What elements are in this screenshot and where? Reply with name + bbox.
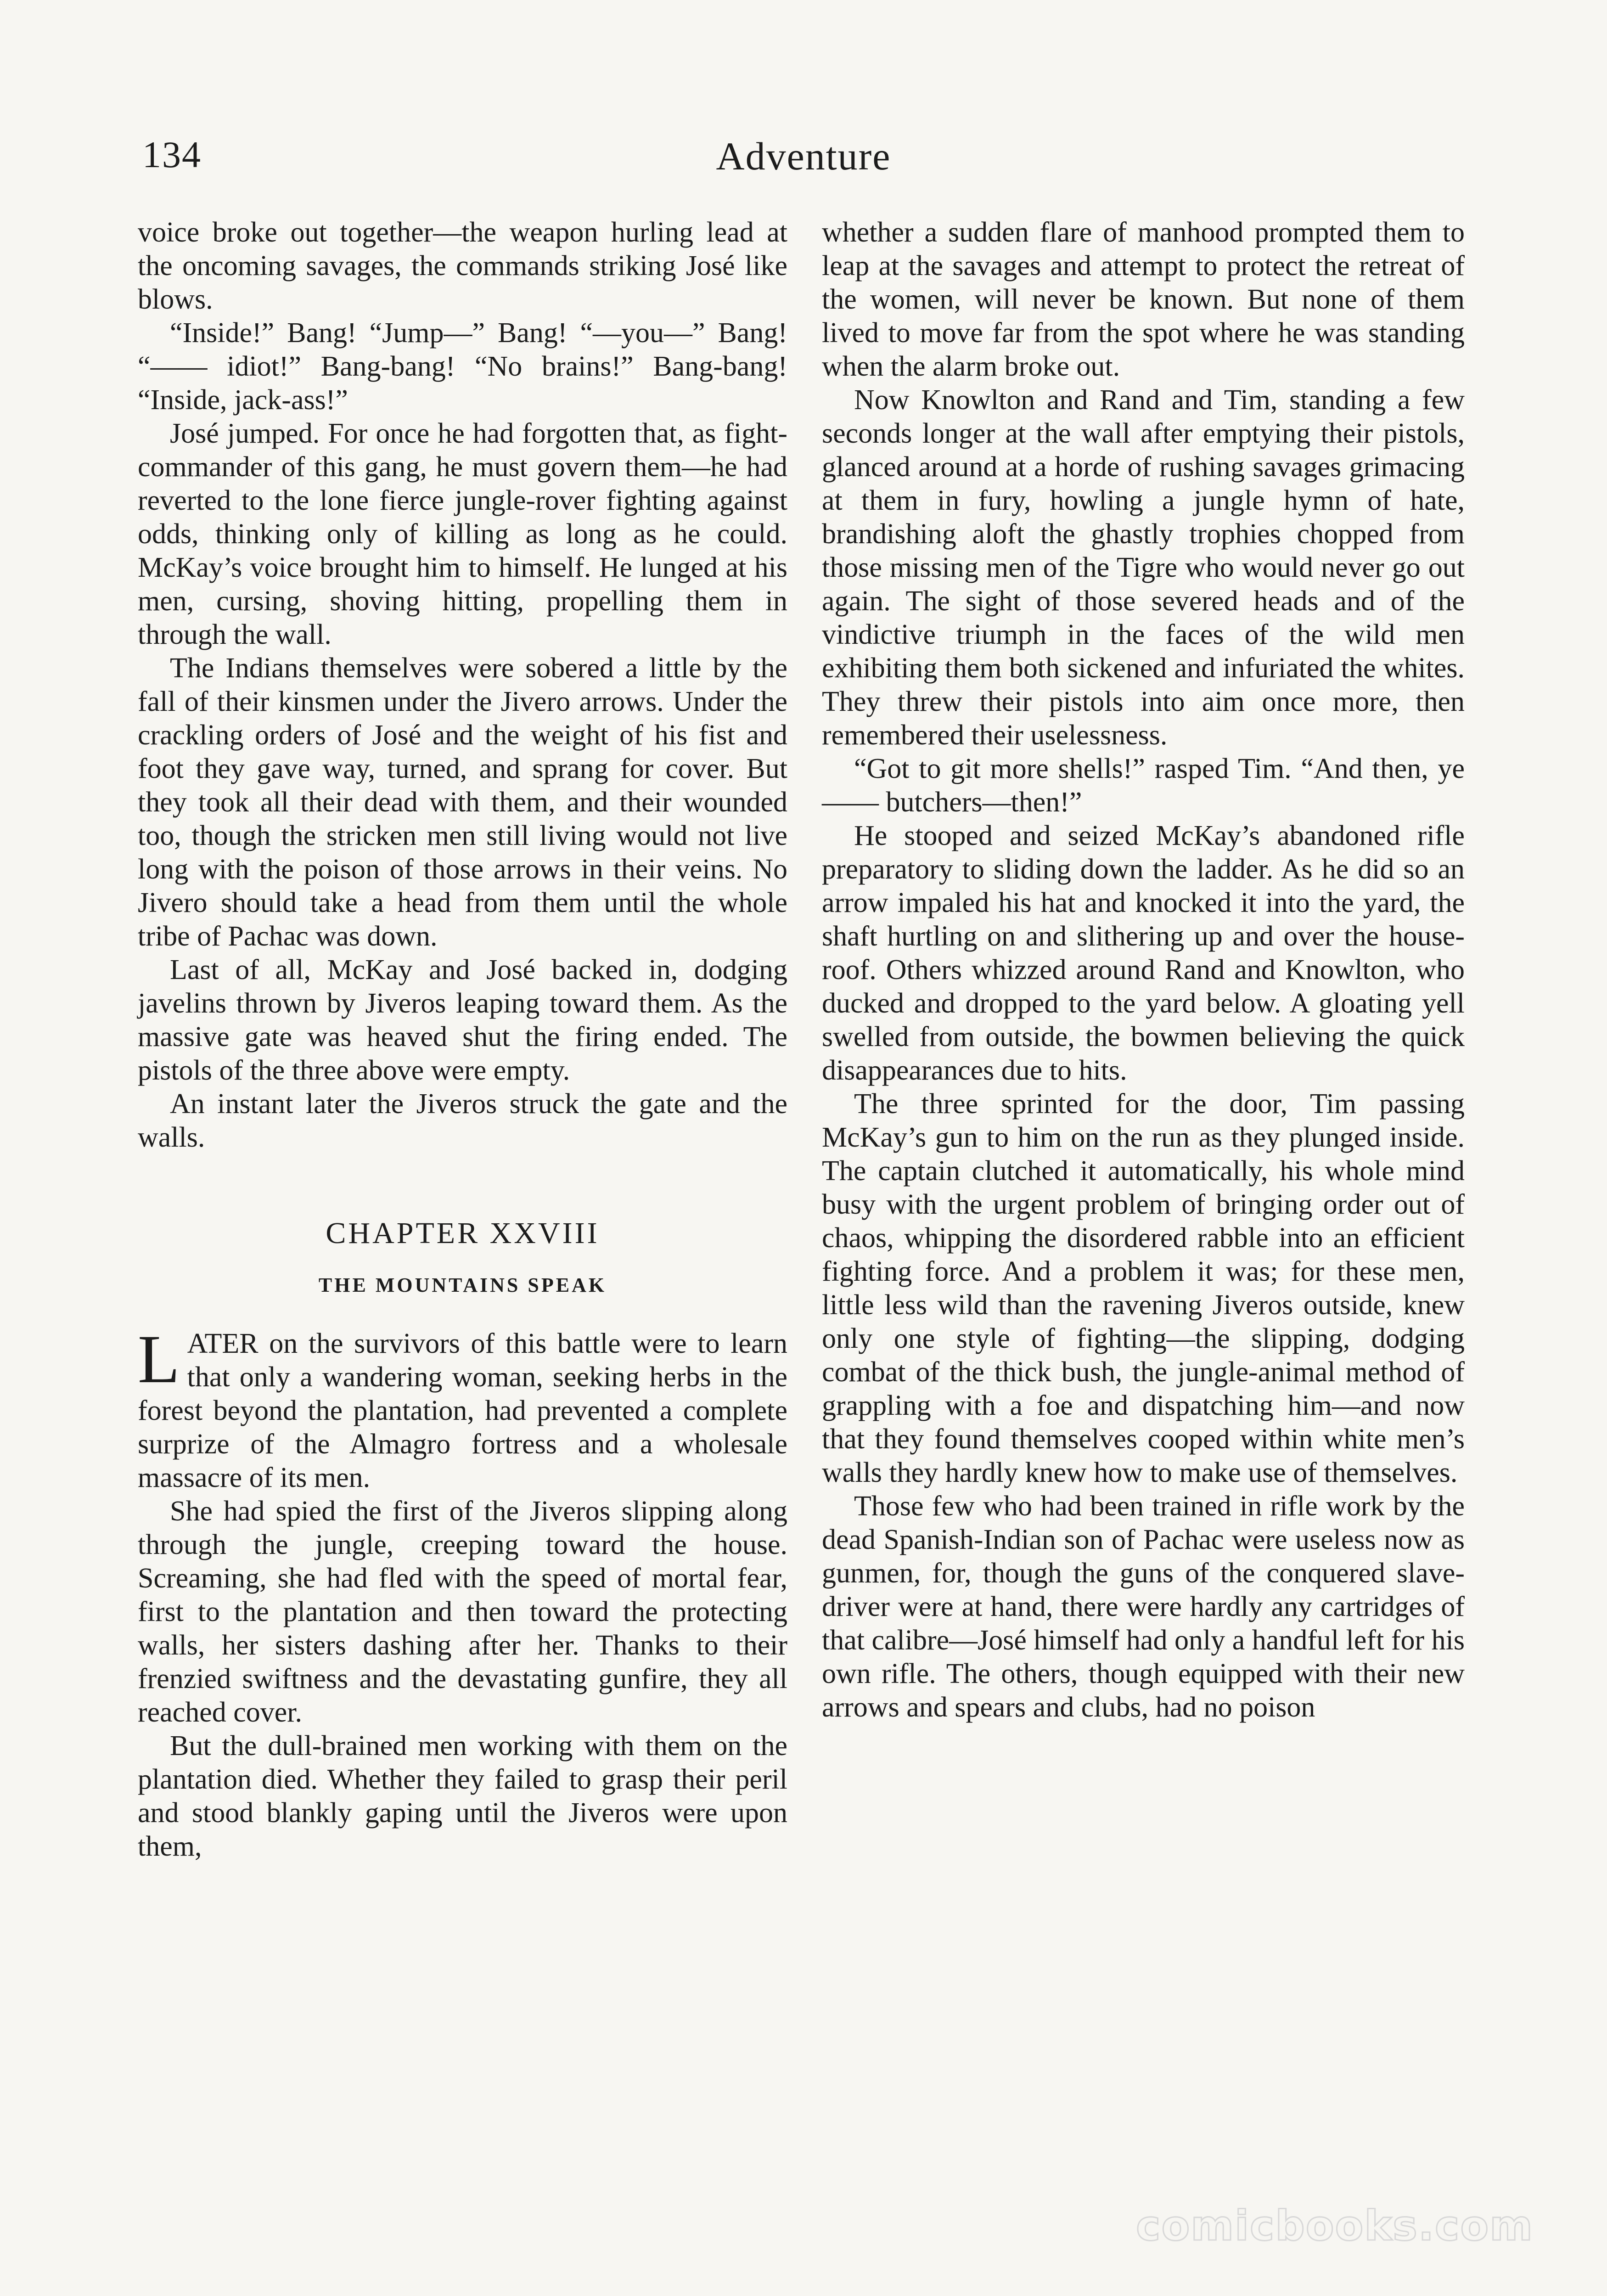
paragraph: Those few who had been trained in rifle work by the dead Spanish-Indian son of Pachac were useless now as gunmen, for, though the guns of the conquered slave-driver were at hand, there were hardly any cartridges of that calibre—José himself had only a handful left for his own rifle. The others, though equipped with their new arrows and spears and clubs, had no poison	[822, 1491, 1465, 1723]
left-column	[138, 216, 787, 1863]
paragraph: José jumped. For once he had forgotten that, as fight-commander of this gang, he must govern them—he had reverted to the lone fierce jungle-rover fighting against odds, thinking only of killing as long as he could. McKay’s voice brought him to himself. He lunged at his men, cursing, shoving hitting, propelling them in through the wall.	[138, 418, 787, 650]
paragraph: The three sprinted for the door, Tim passing McKay’s gun to him on the run as they plunged inside. The captain clutched it automatically, his whole mind busy with the urgent problem of bringing order out of chaos, whipping the disordered rabble into an efficient fighting force. And a problem it was; for these men, little less wild than the ravening Jiveros outside, knew only one style of fighting—the slipping, dodging combat of the thick bush, the jungle-animal method of grappling with a foe and dispatching him—and now that they found themselves cooped within white men’s walls they hardly knew how to make use of themselves.	[822, 1088, 1465, 1488]
paragraph: She had spied the first of the Jiveros slipping along through the jungle, creeping toward the house. Screaming, she had fled with the speed of mortal fear, first to the plantation and then toward the protecting walls, her sisters dashing after her. Thanks to their frenzied swiftness and the devastating gunfire, they all reached cover.	[138, 1496, 787, 1728]
chapter-subtitle: THE MOUNTAINS SPEAK	[318, 1274, 607, 1296]
paragraph: The Indians themselves were sobered a little by the fall of their kinsmen under the Jivero arrows. Under the crackling orders of José and the weight of his fist and foot they gave way, turned, and sprang for cover. But they took all their dead with them, and their wounded too, though the stricken men still living would not live long with the poison of those arrows in their veins. No Jivero should take a head from them until the whole tribe of Pachac was down.	[138, 653, 787, 952]
paragraph: Now Knowlton and Rand and Tim, standing a few seconds longer at the wall after emptying their pistols, glanced around at a horde of rushing savages grimacing at them in fury, howling a jungle hymn of hate, brandishing aloft the ghastly trophies chopped from those missing men of the Tigre who would never go out again. The sight of those severed heads and of the vindictive triumph in the faces of the wild men exhibiting them both sickened and infuriated the whites. They threw their pistols into aim once more, then remembered their uselessness.	[822, 384, 1465, 751]
paragraph: whether a sudden flare of manhood prompted them to leap at the savages and attempt to protect the retreat of the women, will never be known. But none of them lived to move far from the spot where he was standing when the alarm broke out.	[822, 217, 1465, 382]
watermark: comicbooks.com	[1136, 2202, 1534, 2250]
chapter-title: CHAPTER XXVIII	[326, 1216, 600, 1250]
paragraph: An instant later the Jiveros struck the gate and the walls.	[138, 1088, 787, 1153]
page-number: 134	[142, 134, 202, 175]
dialogue-paragraph: “Got to git more shells!” rasped Tim. “And then, ye —— butchers—then!”	[822, 753, 1465, 818]
paragraph: He stooped and seized McKay’s abandoned rifle preparatory to sliding down the ladder. As he did so an arrow impaled his hat and knocked it into the yard, the shaft hurtling on and slithering up and over the house-roof. Others whizzed around Rand and Knowlton, who ducked and dropped to the yard below. A gloating yell swelled from outside, the bowmen believing the quick disappearances due to hits.	[822, 820, 1465, 1086]
chapter-opening-text: ATER on the survivors of this battle were to learn that only a wandering woman, seeking herbs in the forest beyond the plantation, had prevented a complete surprize of the Almagro fortress and a wholesale massacre of its men.	[138, 1328, 787, 1493]
paragraph: Last of all, McKay and José backed in, dodging javelins thrown by Jiveros leaping toward them. As the massive gate was heaved shut the firing ended. The pistols of the three above were empty.	[138, 954, 787, 1086]
magazine-title: Adventure	[716, 134, 891, 178]
right-column	[822, 216, 1465, 1724]
dialogue-paragraph: “Inside!” Bang! “Jump—” Bang! “—you—” Bang! “—— idiot!” Bang-bang! “No brains!” Bang-bang! “Inside, jack-ass!”	[138, 317, 787, 416]
running-head	[138, 133, 1469, 184]
drop-cap: L	[138, 1321, 180, 1397]
chapter-opening-paragraph	[138, 1321, 787, 1495]
paragraph: voice broke out together—the weapon hurling lead at the oncoming savages, the commands striking José like blows.	[138, 217, 787, 315]
paragraph: But the dull-brained men working with them on the plantation died. Whether they failed to grasp their peril and stood blankly gaping until the Jiveros were upon them,	[138, 1730, 787, 1862]
